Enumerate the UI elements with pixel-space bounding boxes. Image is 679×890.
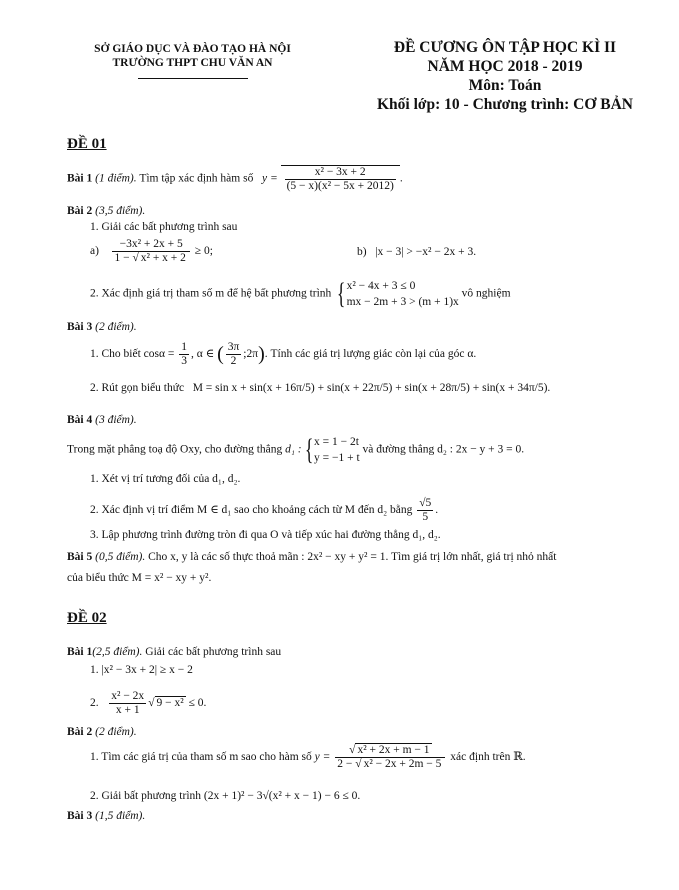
fraction-numerator: √5 [419, 497, 432, 509]
item-label: a) [90, 245, 99, 258]
sqrt-expr [281, 165, 400, 193]
math-expr: |x − 3| > −x² − 2x + 3. [375, 246, 477, 258]
bai-label: Bài 2 [67, 726, 93, 738]
item-end: xác định trên ℝ. [450, 751, 526, 764]
system-row: mx − 2m + 3 > (m + 1)x [346, 296, 459, 308]
de01-bai4-intro [67, 434, 524, 466]
fraction-numerator: x² − 3x + 2 [285, 166, 396, 180]
bai-label: Bài 2 [67, 205, 93, 217]
de01-bai4-item2: 2. Xác định vị trí điểm M ∈ d₁ sao cho khoảng cách từ M đến d₂ bằng $\frac{√5}{5}$ . [90, 497, 439, 523]
de01-title: ĐỀ 01 [67, 136, 107, 152]
system-row: x = 1 − 2t [313, 436, 359, 448]
de01-bai2-item1: 1. Giải các bất phương trình sau [90, 221, 238, 233]
item-text: 1. Tìm các giá trị của tham số m sao cho hàm số [90, 751, 312, 764]
fraction-denominator: x + 1 [115, 704, 140, 716]
de02-bai2-item1: 1. Tìm các giá trị của tham số m sao cho hàm số y = $\frac{\text{√ x² + 2x + m − 1}}{\text{2 − √ x² − 2x + 2m − 5}}$ xác định trên ℝ. [90, 744, 526, 770]
math-expr: M = sin x + sin(x + 16π/5) + sin(x + 22π/5) + sin(x + 28π/5) + sin(x + 34π/5). [192, 382, 551, 394]
item-label: b) [357, 246, 367, 258]
item-text: và đường thẳng d₂ : 2x − y + 3 = 0. [362, 443, 525, 456]
school-name: TRƯỜNG THPT CHU VĂN AN [112, 57, 273, 69]
de01-bai4-item1: 1. Xét vị trí tương đối của d₁, d₂. [90, 473, 241, 485]
de02-bai2-header [67, 726, 137, 738]
math-y: y = [261, 172, 278, 185]
math-y: y = [314, 751, 331, 764]
brace-icon: { [337, 277, 346, 310]
bai-points: (1 điểm). [95, 172, 137, 185]
de01-bai1 [67, 165, 403, 193]
item-text: 2. Rút gọn biểu thức [90, 382, 185, 394]
den-prefix: 2 − [337, 758, 356, 770]
system-row: x² − 4x + 3 ≤ 0 [346, 280, 416, 292]
de02-bai1-item2: 2. $\frac{\text{x² − 2x}}{x + 1}$ √ 9 − x² ≤ 0. [90, 690, 207, 716]
school-header [60, 42, 325, 79]
system [347, 278, 459, 310]
de01-bai4-header [67, 414, 137, 426]
bai-text: Tìm tập xác định hàm số [139, 172, 254, 185]
radicand: x² + 2x + m − 1 [357, 744, 430, 756]
de02-bai3-header [67, 810, 145, 822]
de02-title: ĐỀ 02 [67, 610, 107, 626]
bai-label: Bài 5 [67, 551, 93, 563]
de02-bai2-item2: 2. Giải bất phương trình (2x + 1)² − 3√(x² + x − 1) − 6 ≤ 0. [90, 790, 361, 802]
item-text: Giải các bất phương trình sau [145, 646, 282, 658]
bai-points: (1,5 điểm). [95, 810, 146, 822]
subject: Môn: Toán [468, 77, 542, 94]
de01-bai5-line2: của biểu thức M = x² − xy + y². [67, 572, 212, 584]
radicand: x² − 2x + 2m − 5 [363, 758, 442, 770]
bai-label: Bài 1 [67, 646, 93, 658]
item-label: 2. [90, 697, 99, 710]
item-text: Cho x, y là các số thực thoả mãn : 2x² − xy + y² = 1. Tìm giá trị lớn nhất, giá trị nhỏ nhất [148, 551, 557, 563]
bai-points: (3,5 điểm). [95, 205, 146, 217]
item-text: Tính các giá trị lượng giác còn lại của góc α. [270, 348, 477, 361]
bai-points: (3 điểm). [95, 414, 137, 426]
relation: ≥ 0; [194, 245, 213, 258]
de01-bai2-b [357, 246, 476, 258]
brace-icon: { [304, 433, 314, 466]
bai-label: Bài 4 [67, 414, 93, 426]
de01-bai5 [67, 551, 556, 563]
department-name: SỞ GIÁO DỤC VÀ ĐÀO TẠO HÀ NỘI [94, 43, 291, 55]
de01-bai2-header [67, 205, 145, 217]
den-prefix: 1 − [114, 252, 133, 264]
system-row: y = −1 + t [313, 452, 360, 464]
radicand: 9 − x² [156, 697, 184, 710]
header-divider [138, 78, 248, 79]
de01-bai2-a: a) $\frac{\text{−3x² + 2x + 5}}{\text{1 − √ x² + x + 2}}$ ≥ 0; [90, 238, 213, 264]
bai-label: Bài 3 [67, 321, 93, 333]
school-year: NĂM HỌC 2018 - 2019 [427, 58, 583, 75]
exam-title: ĐỀ CƯƠNG ÔN TẬP HỌC KÌ II [393, 39, 617, 56]
fraction-numerator: −3x² + 2x + 5 [112, 238, 189, 252]
de01-bai3-header [67, 321, 137, 333]
math-d1: d₁ : [285, 443, 302, 456]
system [314, 434, 360, 466]
bai-label: Bài 3 [67, 810, 93, 822]
item-end: vô nghiệm [461, 287, 511, 300]
de02-bai1 [67, 646, 281, 658]
item-text: 2. Xác định giá trị tham số m để hệ bất phương trình [90, 287, 332, 300]
radicand: x² + x + 2 [140, 252, 186, 264]
item-text: 1. Cho biết cosα = [90, 348, 175, 361]
de01-bai3-item1: 1. Cho biết cosα = $\frac{1}{3}$ , α ∈ ( $\frac{3\pi}{2}$ ;2π). Tính các giá trị lượng giác còn lại của góc α. [90, 341, 477, 367]
item-text: 2. Xác định vị trí điểm M ∈ d₁ sao cho khoảng cách từ M đến d₂ bằng [90, 504, 413, 517]
bai-label: Bài 1 [67, 172, 93, 185]
fraction-numerator: x² − 2x [111, 690, 145, 702]
end-mark: . [399, 172, 403, 185]
de01-bai3-item2 [90, 382, 550, 394]
bai-points: (2 điểm). [95, 726, 137, 738]
bai-points: (2,5 điểm). [92, 646, 143, 658]
bai-points: (2 điểm). [95, 321, 137, 333]
item-text: , α ∈ [191, 348, 215, 361]
de01-bai2-item2 [90, 278, 511, 310]
exam-header [345, 38, 665, 114]
de02-bai1-item1: 1. |x² − 3x + 2| ≥ x − 2 [90, 664, 193, 676]
fraction-denominator: 5 [422, 511, 429, 523]
de01-bai4-item3: 3. Lập phương trình đường tròn đi qua O và tiếp xúc hai đường thẳng d₁, d₂. [90, 529, 441, 541]
item-text: Trong mặt phẳng toạ độ Oxy, cho đường thẳng [67, 443, 283, 456]
grade-program: Khối lớp: 10 - Chương trình: CƠ BẢN [377, 96, 633, 113]
bai-points: (0,5 điểm). [95, 551, 146, 563]
relation: ≤ 0. [188, 697, 207, 710]
fraction-denominator: (5 − x)(x² − 5x + 2012) [286, 180, 394, 192]
